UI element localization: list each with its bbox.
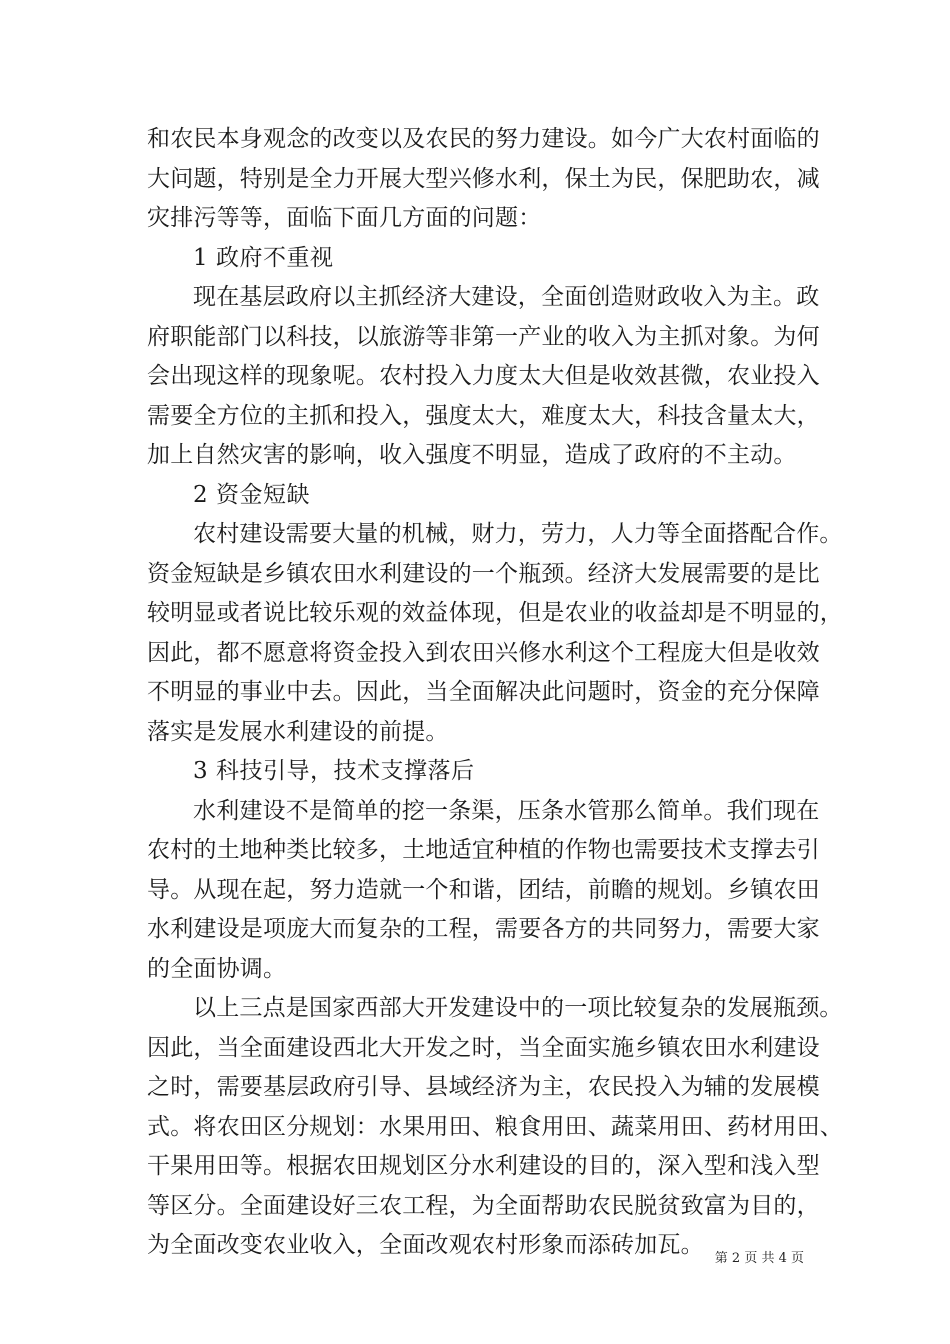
text-line: 水利建设是项庞大而复杂的工程，需要各方的共同努力，需要大家 bbox=[147, 916, 820, 942]
section-heading: 1 政府不重视 bbox=[193, 244, 334, 271]
text-line: 的全面协调。 bbox=[147, 955, 287, 982]
text-line: 灾排污等等，面临下面几方面的问题： bbox=[147, 205, 542, 231]
text-line: 农村建设需要大量的机械，财力，劳力，人力等全面搭配合作。 bbox=[193, 521, 843, 547]
text-line: 现在基层政府以主抓经济大建设，全面创造财政收入为主。政 bbox=[193, 284, 820, 310]
text-line: 和农民本身观念的改变以及农民的努力建设。如今广大农村面临的 bbox=[147, 126, 820, 152]
text-line: 大问题，特别是全力开展大型兴修水利，保土为民，保肥助农，减 bbox=[147, 165, 820, 192]
section-heading: 3 科技引导，技术支撑落后 bbox=[193, 758, 475, 784]
text-line: 以上三点是国家西部大开发建设中的一项比较复杂的发展瓶颈。 bbox=[193, 995, 843, 1021]
text-line: 为全面改变农业收入，全面改观农村形象而添砖加瓦。 bbox=[147, 1232, 704, 1258]
text-line: 不明显的事业中去。因此，当全面解决此问题时，资金的充分保障 bbox=[147, 679, 820, 705]
text-line: 导。从现在起，努力造就一个和谐，团结，前瞻的规划。乡镇农田 bbox=[147, 876, 820, 903]
text-line: 式。将农田区分规划：水果用田、粮食用田、蔬菜用田、药材用田、 bbox=[147, 1113, 843, 1140]
section-heading: 2 资金短缺 bbox=[193, 481, 310, 508]
text-line: 因此，都不愿意将资金投入到农田兴修水利这个工程庞大但是收效 bbox=[147, 639, 820, 666]
text-line: 府职能部门以科技，以旅游等非第一产业的收入为主抓对象。为何 bbox=[147, 323, 820, 350]
text-line: 农村的土地种类比较多，土地适宜种植的作物也需要技术支撑去引 bbox=[147, 837, 820, 863]
text-line: 等区分。全面建设好三农工程，为全面帮助农民脱贫致富为目的， bbox=[147, 1192, 820, 1219]
text-line: 需要全方位的主抓和投入，强度太大，难度太大，科技含量太大， bbox=[147, 402, 820, 429]
text-line: 较明显或者说比较乐观的效益体现，但是农业的收益却是不明显的， bbox=[147, 600, 843, 626]
text-line: 水利建设不是简单的挖一条渠，压条水管那么简单。我们现在 bbox=[193, 797, 820, 824]
text-line: 干果用田等。根据农田规划区分水利建设的目的，深入型和浅入型 bbox=[147, 1153, 820, 1179]
text-line: 因此，当全面建设西北大开发之时，当全面实施乡镇农田水利建设 bbox=[147, 1034, 820, 1061]
text-line: 之时，需要基层政府引导、县域经济为主，农民投入为辅的发展模 bbox=[147, 1074, 820, 1100]
text-line: 会出现这样的现象呢。农村投入力度太大但是收效甚微，农业投入 bbox=[147, 363, 820, 389]
text-line: 资金短缺是乡镇农田水利建设的一个瓶颈。经济大发展需要的是比 bbox=[147, 560, 820, 587]
page-number-footer: 第 2 页 共 4 页 bbox=[714, 1251, 804, 1266]
text-line: 加上自然灾害的影响，收入强度不明显，造成了政府的不主动。 bbox=[147, 442, 797, 468]
document-body bbox=[147, 120, 843, 1266]
text-line: 落实是发展水利建设的前提。 bbox=[147, 718, 449, 745]
